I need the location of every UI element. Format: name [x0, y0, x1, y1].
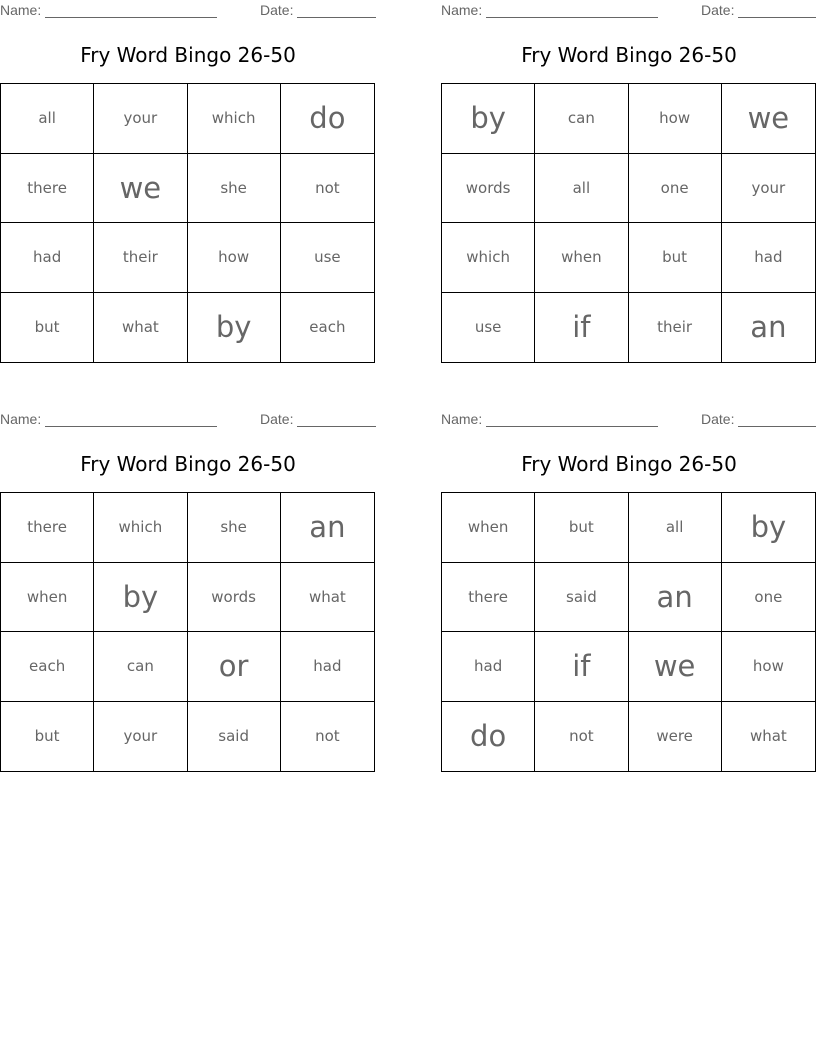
name-field[interactable]	[45, 17, 217, 18]
bingo-cell[interactable]: by	[188, 293, 281, 363]
bingo-cell[interactable]: an	[750, 310, 787, 345]
bingo-cell[interactable]: what	[281, 563, 374, 633]
bingo-cell[interactable]: we	[722, 84, 815, 154]
bingo-cell[interactable]: but	[1, 702, 94, 772]
date-label: Date:	[260, 2, 294, 18]
bingo-cell[interactable]: how	[188, 223, 281, 293]
bingo-cell[interactable]: not	[315, 727, 340, 746]
bingo-cell[interactable]: all	[1, 84, 94, 154]
bingo-cell[interactable]: can	[94, 632, 187, 702]
bingo-cell[interactable]: had	[281, 632, 374, 702]
bingo-cell[interactable]: there	[1, 493, 94, 563]
date-field[interactable]	[297, 17, 376, 18]
bingo-cell[interactable]: if	[535, 293, 628, 363]
bingo-cell[interactable]: each	[1, 632, 94, 702]
bingo-cell[interactable]: were	[629, 702, 722, 772]
bingo-cell[interactable]: said	[188, 702, 281, 772]
bingo-cell[interactable]: there	[1, 154, 94, 224]
name-date-row	[0, 409, 376, 431]
card-title: Fry Word Bingo 26-50	[80, 43, 296, 67]
bingo-cell[interactable]: but	[629, 223, 722, 293]
date-label: Date:	[701, 411, 735, 427]
bingo-cell[interactable]: their	[94, 223, 187, 293]
name-label: Name:	[441, 2, 483, 18]
bingo-cell[interactable]: she	[188, 154, 281, 224]
bingo-cell[interactable]: there	[442, 563, 535, 633]
bingo-cell[interactable]: not	[535, 702, 628, 772]
name-date-row	[0, 0, 376, 22]
bingo-cell[interactable]: said	[535, 563, 628, 633]
bingo-cell[interactable]: which	[188, 84, 281, 154]
bingo-cell[interactable]: when	[442, 493, 535, 563]
bingo-grid	[0, 492, 375, 772]
bingo-cell[interactable]: one	[722, 563, 815, 633]
bingo-cell[interactable]: your	[94, 702, 187, 772]
bingo-cell[interactable]: your	[722, 154, 815, 224]
name-field[interactable]	[45, 426, 217, 427]
bingo-grid	[441, 83, 816, 363]
date-field[interactable]	[738, 426, 816, 427]
bingo-cell[interactable]: she	[188, 493, 281, 563]
name-date-row	[441, 0, 816, 22]
bingo-cell[interactable]: each	[309, 318, 346, 337]
name-date-row	[441, 409, 816, 431]
card-title: Fry Word Bingo 26-50	[521, 452, 737, 476]
bingo-cell[interactable]: we	[629, 632, 722, 702]
bingo-cell[interactable]: by	[722, 493, 815, 563]
bingo-cell[interactable]: do	[281, 84, 374, 154]
bingo-cell[interactable]: what	[749, 727, 787, 746]
bingo-cell[interactable]: by	[442, 84, 535, 154]
date-field[interactable]	[738, 17, 816, 18]
bingo-cell[interactable]: or	[188, 632, 281, 702]
name-field[interactable]	[486, 426, 658, 427]
bingo-cell[interactable]: not	[281, 154, 374, 224]
bingo-cell[interactable]: one	[629, 154, 722, 224]
bingo-cell[interactable]: if	[535, 632, 628, 702]
bingo-cell[interactable]: words	[442, 154, 535, 224]
bingo-cell[interactable]: when	[535, 223, 628, 293]
name-field[interactable]	[486, 17, 658, 18]
name-label: Name:	[0, 2, 42, 18]
bingo-cell[interactable]: but	[1, 293, 94, 363]
bingo-cell[interactable]: how	[722, 632, 815, 702]
bingo-grid	[441, 492, 816, 772]
date-label: Date:	[701, 2, 735, 18]
bingo-cell[interactable]: use	[442, 293, 535, 363]
bingo-cell[interactable]: use	[281, 223, 374, 293]
bingo-cell[interactable]: when	[1, 563, 94, 633]
bingo-cell[interactable]: which	[94, 493, 187, 563]
date-label: Date:	[260, 411, 294, 427]
bingo-cell[interactable]: can	[535, 84, 628, 154]
bingo-cell[interactable]: by	[94, 563, 187, 633]
bingo-cell[interactable]: but	[535, 493, 628, 563]
bingo-cell[interactable]: words	[188, 563, 281, 633]
bingo-cell[interactable]: your	[94, 84, 187, 154]
bingo-cell[interactable]: had	[442, 632, 535, 702]
bingo-cell[interactable]: all	[535, 154, 628, 224]
bingo-cell[interactable]: had	[722, 223, 815, 293]
bingo-cell[interactable]: their	[629, 293, 722, 363]
name-label: Name:	[441, 411, 483, 427]
bingo-cell[interactable]: how	[629, 84, 722, 154]
bingo-cell[interactable]: what	[94, 293, 187, 363]
date-field[interactable]	[297, 426, 376, 427]
bingo-grid	[0, 83, 375, 363]
bingo-cell[interactable]: had	[1, 223, 94, 293]
bingo-cell[interactable]: an	[281, 493, 374, 563]
bingo-cell[interactable]: all	[629, 493, 722, 563]
bingo-cell[interactable]: we	[94, 154, 187, 224]
card-title: Fry Word Bingo 26-50	[80, 452, 296, 476]
card-title: Fry Word Bingo 26-50	[521, 43, 737, 67]
bingo-cell[interactable]: which	[442, 223, 535, 293]
bingo-cell[interactable]: an	[629, 563, 722, 633]
bingo-cell[interactable]: do	[442, 702, 535, 772]
name-label: Name:	[0, 411, 42, 427]
